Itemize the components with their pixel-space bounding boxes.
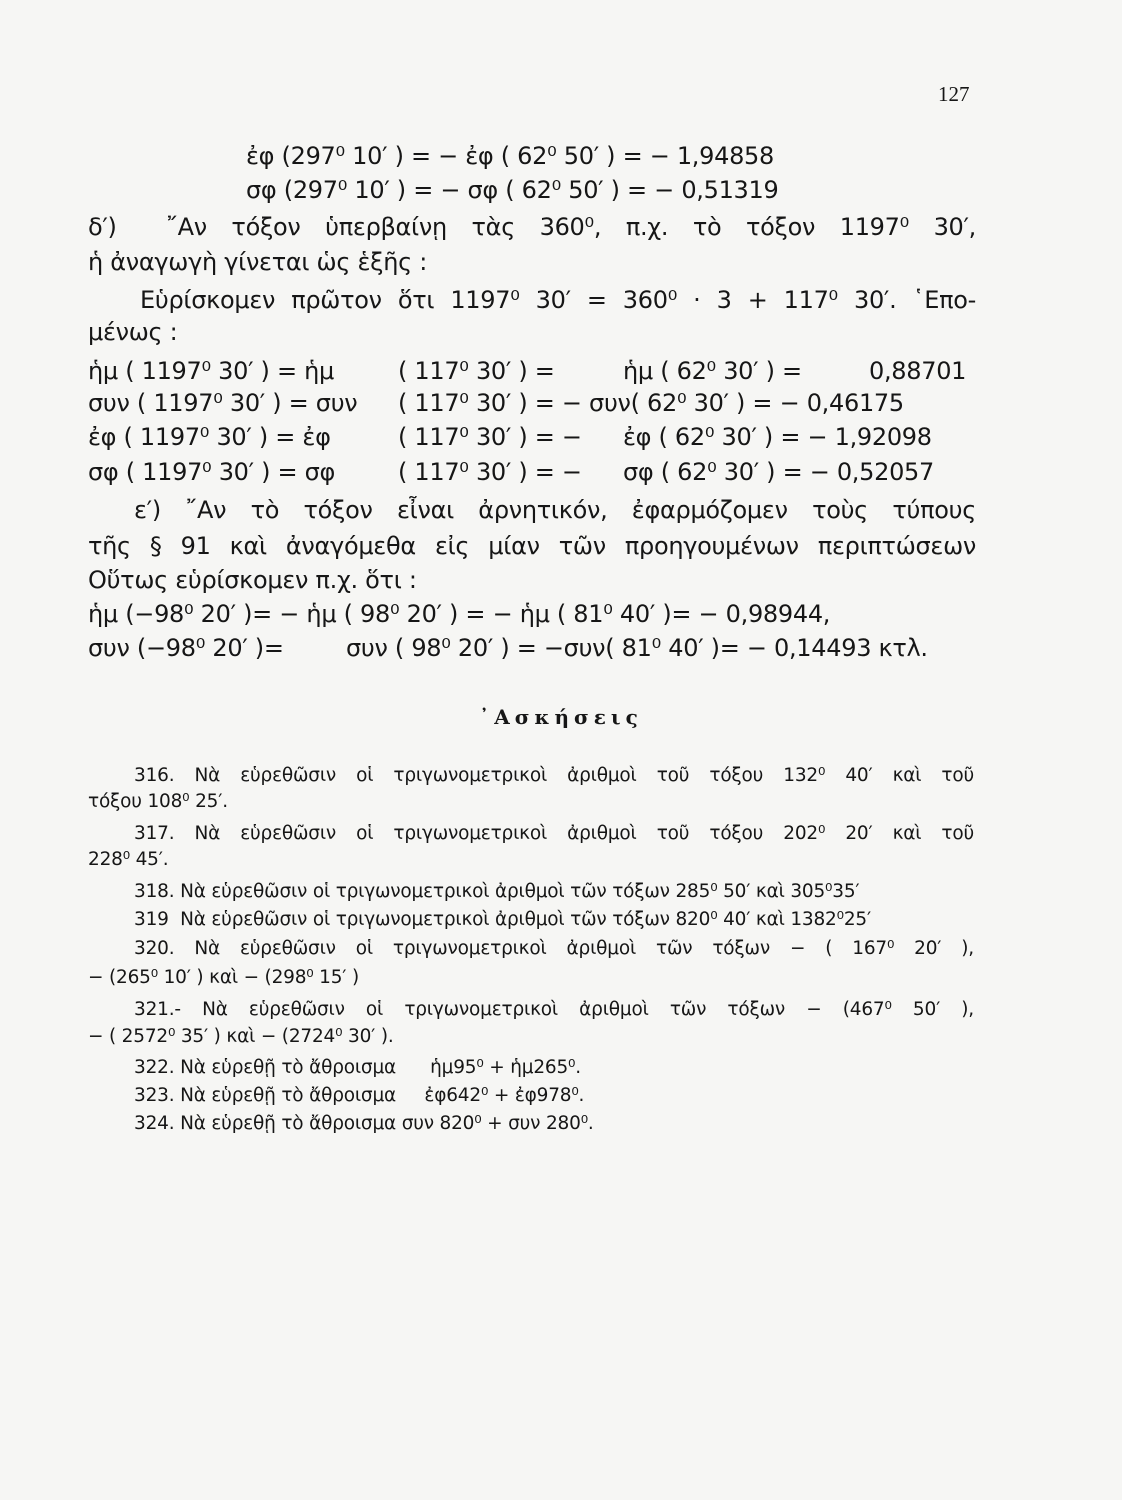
exercise-item: 323. Νὰ εὑρεθῇ τὸ ἄθροισμα ἐφ642⁰ + ἐφ978⁰. [134,1085,585,1106]
exercise-item: 324. Νὰ εὑρεθῇ τὸ ἄθροισμα συν 820⁰ + συν 280⁰. [134,1113,594,1134]
table-row [88,357,967,391]
exercise-item-continuation: − ( 2572⁰ 35′ ) καὶ − (2724⁰ 30′ ). [88,1026,394,1047]
equation-line: συν (−98⁰ 20′ )= [88,634,284,662]
paragraph-line: δ′) ῎Αν τόξον ὑπερβαίνῃ τὰς 360⁰, π.χ. τὸ τόξον 1197⁰ 30′, [88,213,976,241]
table-cell: ( 117⁰ 30′ ) = [398,357,555,385]
exercise-item: 321.- Νὰ εὑρεθῶσιν οἱ τριγωνομετρικοὶ ἀριθμοὶ τῶν τόξων − (467⁰ 50′ ), [134,999,974,1020]
table-cell: σφ ( 1197⁰ 30′ ) = σφ [88,458,336,486]
table-cell: ( 117⁰ 30′ ) = − [398,458,582,486]
table-row [88,423,958,457]
table-cell: 0,88701 [869,357,967,385]
page-number: 127 [938,82,970,106]
equation-line: συν ( 98⁰ 20′ ) = −συν( 81⁰ 40′ )= − 0,14493 κτλ. [346,634,928,662]
paragraph-line: Οὕτως εὑρίσκομεν π.χ. ὅτι : [88,566,417,594]
table-cell: ( 117⁰ 30′ ) = − συν( 62⁰ 30′ ) = − 0,46175 [398,389,904,417]
table-cell: ἡμ ( 1197⁰ 30′ ) = ἡμ [88,357,334,385]
paragraph-line: τῆς § 91 καὶ ἀναγόμεθα εἰς μίαν τῶν προηγουμένων περιπτώσεων [88,532,976,560]
equation-line: σφ (297⁰ 10′ ) = − σφ ( 62⁰ 50′ ) = − 0,51319 [246,176,779,204]
exercises-heading: ᾽Ασκήσεις [479,705,643,729]
paragraph-line: ἡ ἀναγωγὴ γίνεται ὡς ἑξῆς : [88,248,428,276]
table-cell: ( 117⁰ 30′ ) = − [398,423,582,451]
table-cell: ἐφ ( 1197⁰ 30′ ) = ἐφ [88,423,331,451]
exercise-item: 318. Νὰ εὑρεθῶσιν οἱ τριγωνομετρικοὶ ἀριθμοὶ τῶν τόξων 285⁰ 50′ καὶ 305⁰35′ [134,881,860,902]
exercise-item: 317. Νὰ εὑρεθῶσιν οἱ τριγωνομετρικοὶ ἀριθμοὶ τοῦ τόξου 202⁰ 20′ καὶ τοῦ [134,823,974,844]
paragraph-line: ε′) ῎Αν τὸ τόξον εἶναι ἀρνητικόν, ἐφαρμόζομεν τοὺς τύπους [134,496,976,524]
exercise-item-continuation: 228⁰ 45′. [88,849,169,870]
exercise-item: 320. Νὰ εὑρεθῶσιν οἱ τριγωνομετρικοὶ ἀριθμοὶ τῶν τόξων − ( 167⁰ 20′ ), [134,938,974,959]
table-row [88,389,958,423]
table-row [88,458,958,492]
paragraph-line: μένως : [88,318,178,346]
table-cell: ἐφ ( 62⁰ 30′ ) = − 1,92098 [623,423,932,451]
table-cell: συν ( 1197⁰ 30′ ) = συν [88,389,358,417]
equation-line: ἡμ (−98⁰ 20′ )= − ἡμ ( 98⁰ 20′ ) = − ἡμ ( 81⁰ 40′ )= − 0,98944, [88,600,831,628]
paragraph-line: Εὑρίσκομεν πρῶτον ὅτι 1197⁰ 30′ = 360⁰ · 3 + 117⁰ 30′. ῾Επο- [140,286,976,314]
exercise-item: 322. Νὰ εὑρεθῇ τὸ ἄθροισμα ἡμ95⁰ + ἡμ265⁰. [134,1057,581,1078]
exercise-item-continuation: τόξου 108⁰ 25′. [88,791,228,812]
exercise-item: 319 Νὰ εὑρεθῶσιν οἱ τριγωνομετρικοὶ ἀριθμοὶ τῶν τόξων 820⁰ 40′ καὶ 1382⁰25′ [134,909,871,930]
exercise-item: 316. Νὰ εὑρεθῶσιν οἱ τριγωνομετρικοὶ ἀριθμοὶ τοῦ τόξου 132⁰ 40′ καὶ τοῦ [134,765,974,786]
table-cell: σφ ( 62⁰ 30′ ) = − 0,52057 [623,458,934,486]
exercise-item-continuation: − (265⁰ 10′ ) καὶ − (298⁰ 15′ ) [88,967,360,988]
table-cell: ἡμ ( 62⁰ 30′ ) = [623,357,802,385]
equation-line: ἐφ (297⁰ 10′ ) = − ἐφ ( 62⁰ 50′ ) = − 1,94858 [246,142,774,170]
